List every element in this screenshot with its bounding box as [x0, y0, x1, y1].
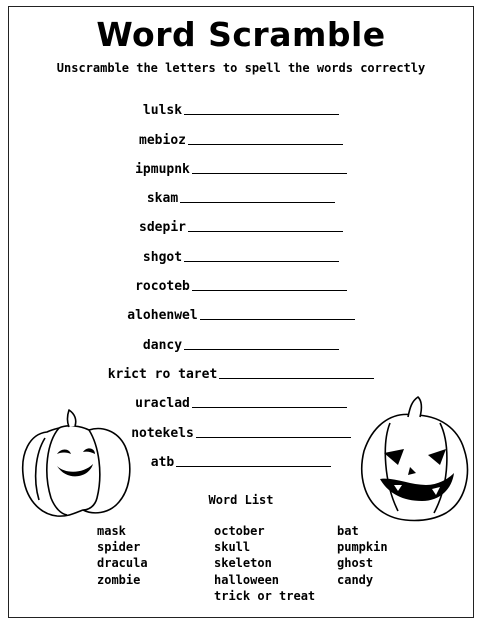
- scrambled-word: shgot: [142, 249, 183, 265]
- scramble-row: [9, 265, 473, 294]
- scrambled-word: alohenwel: [127, 308, 198, 324]
- scrambled-word: dancy: [142, 337, 183, 353]
- scrambled-word: sdepir: [139, 220, 186, 236]
- word-list-item: bat: [337, 524, 359, 538]
- word-list-item: mask: [97, 524, 126, 538]
- answer-blank[interactable]: [196, 436, 351, 438]
- word-list-item: candy: [337, 572, 374, 587]
- answer-blank[interactable]: [188, 143, 343, 145]
- word-list-item: ghost: [337, 556, 374, 571]
- scramble-row: [9, 353, 473, 382]
- scramble-row: [9, 148, 473, 177]
- scrambled-word: notekels: [131, 425, 194, 441]
- answer-blank[interactable]: [184, 113, 339, 115]
- answer-blank[interactable]: [219, 377, 374, 379]
- scramble-row: [9, 89, 473, 118]
- word-list-item: skull: [214, 540, 251, 555]
- worksheet-page: [8, 6, 474, 618]
- word-list-item: october: [214, 524, 265, 538]
- scramble-row: [9, 323, 473, 352]
- answer-blank[interactable]: [180, 201, 335, 203]
- answer-blank[interactable]: [188, 230, 343, 232]
- scrambled-word: uraclad: [135, 396, 190, 412]
- word-list-column-1: [97, 523, 148, 588]
- word-list-item: spider: [97, 540, 141, 555]
- answer-blank[interactable]: [184, 260, 339, 262]
- scrambled-word: mebioz: [139, 132, 186, 148]
- word-list-item: trick or treat: [214, 588, 316, 603]
- word-list-heading: Word List: [208, 493, 274, 507]
- word-list-item: zombie: [97, 572, 141, 587]
- scramble-row: [9, 294, 473, 323]
- answer-blank[interactable]: [184, 348, 339, 350]
- scramble-row: [9, 206, 473, 235]
- scrambled-word: ipmupnk: [135, 161, 190, 177]
- page-title: Word Scramble: [96, 15, 386, 54]
- scrambled-word: rocoteb: [135, 279, 190, 295]
- scrambled-word: atb: [150, 454, 175, 470]
- word-list-item: halloween: [214, 572, 280, 587]
- scramble-row: [9, 235, 473, 264]
- scrambled-word: krict ro taret: [107, 366, 218, 382]
- word-list-column-2: [214, 523, 315, 604]
- answer-blank[interactable]: [192, 406, 347, 408]
- answer-blank[interactable]: [192, 172, 347, 174]
- answer-blank[interactable]: [192, 289, 347, 291]
- scramble-row: [9, 118, 473, 147]
- instructions: Unscramble the letters to spell the words correctly: [56, 61, 426, 75]
- answer-blank[interactable]: [176, 465, 331, 467]
- scramble-row: [9, 177, 473, 206]
- word-list-column-3: [337, 523, 388, 588]
- word-list-item: pumpkin: [337, 540, 388, 555]
- scrambled-word: skam: [146, 191, 179, 207]
- word-list-item: skeleton: [214, 556, 272, 571]
- word-list-item: dracula: [97, 556, 148, 571]
- answer-blank[interactable]: [200, 318, 355, 320]
- scrambled-word: lulsk: [142, 103, 183, 119]
